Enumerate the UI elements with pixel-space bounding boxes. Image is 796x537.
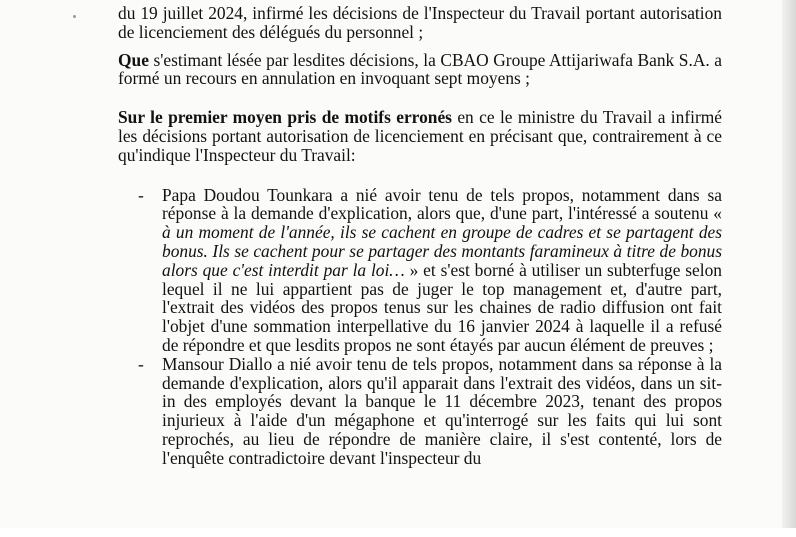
document-body <box>118 4 722 468</box>
paragraph-premier-moyen-text: en ce le ministre du Travail a infirmé les décisions portant autorisation de licenciement en précisant que, contrairement à ce qu'indique l'Inspecteur du Travail: <box>118 107 722 165</box>
bullet-quote-italic: à un moment de l'année, ils se cachent en groupe de cadres et se partagent des bonus. Ils se cachent pour se partager des montants faramineux à titre de bonus alors que c'est interdit par la loi… <box>162 222 722 280</box>
bullet-text-start: Papa Doudou Tounkara a nié avoir tenu de tels propos, notamment dans sa réponse à la demande d'explication, alors que, d'une part, l'intéressé a soutenu « <box>162 184 722 224</box>
paragraph-recours-lead: Que <box>118 49 149 70</box>
paragraph-premier-moyen-lead: Sur le premier moyen pris de motifs erronés <box>118 107 452 128</box>
paragraph-decision-summary: du 19 juillet 2024, infirmé les décisions de l'Inspecteur du Travail portant autorisation de licenciement des délégués du personnel ; <box>118 3 722 42</box>
scan-speck <box>73 15 76 18</box>
paragraph-recours <box>118 51 722 89</box>
page-bottom-cut <box>0 528 796 537</box>
bullet-text-end: » et s'est borné à utiliser un subterfuge selon lequel il ne lui appartient pas de juger le top management et, d'autre part, l'extrait des vidéos des propos tenus sur les chaines de radio diffusion ont fait l'objet d'une sommation interpellative du 16 janvier 2024 à laquelle il a refusé de répondre et que lesdits propos ne sont étayés par aucun élément de preuves ; <box>162 259 722 355</box>
bullet-dash: - <box>138 184 144 205</box>
bullet-text-start: Mansour Diallo a nié avoir tenu de tels propos, notamment dans sa réponse à la demande d'explication, alors qu'il apparait dans l'extrait des vidéos, dans un sit-in des employés devant la banque le 11 décembre 2023, tenant des propos injurieux à l'aide d'un mégaphone et qu'interrogé sur les faits qui lui sont reprochés, au lieu de répondre de manière claire, il s'est contenté, lors de l'enquête contradictoire devant l'inspecteur du <box>162 353 722 468</box>
list-item <box>118 355 722 468</box>
paragraph-recours-text: s'estimant lésée par lesdites décisions, la CBAO Groupe Attijariwafa Bank S.A. a formé un recours en annulation en invoquant sept moyens ; <box>118 49 722 89</box>
bullet-dash: - <box>138 353 144 374</box>
bullet-list <box>118 186 722 468</box>
list-item <box>118 186 722 355</box>
paragraph-premier-moyen <box>118 108 722 164</box>
page-edge-shadow <box>782 0 796 537</box>
